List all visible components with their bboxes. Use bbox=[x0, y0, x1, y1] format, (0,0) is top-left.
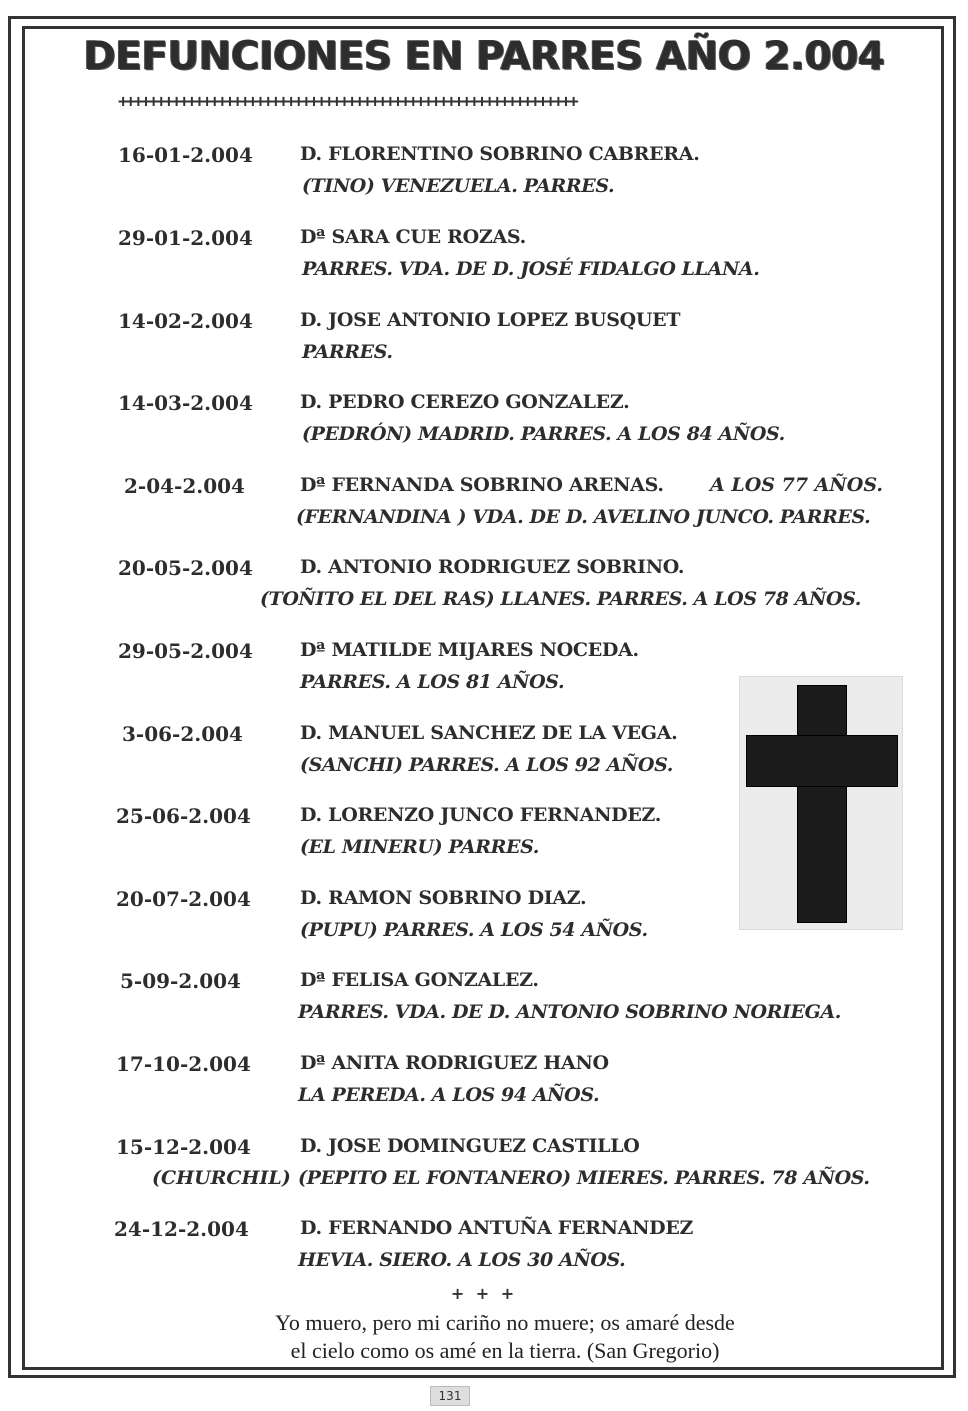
entry-date: 25-06-2.004 bbox=[116, 804, 251, 828]
cross-icon-bar bbox=[746, 735, 898, 787]
entry-name: D. RAMON SOBRINO DIAZ. bbox=[300, 887, 587, 909]
entry-detail: (SANCHI) PARRES. A LOS 92 AÑOS. bbox=[300, 754, 673, 776]
entry-detail: HEVIA. SIERO. A LOS 30 AÑOS. bbox=[298, 1249, 626, 1271]
entry-detail: (PEDRÓN) MADRID. PARRES. A LOS 84 AÑOS. bbox=[302, 423, 785, 445]
entry-date: 2-04-2.004 bbox=[124, 474, 245, 498]
entry-detail: (FERNANDINA ) VDA. DE D. AVELINO JUNCO. PARRES. bbox=[296, 506, 871, 528]
closing-mark: + + + bbox=[450, 1284, 518, 1303]
entry-date: 20-05-2.004 bbox=[118, 556, 253, 580]
entry-name: D. MANUEL SANCHEZ DE LA VEGA. bbox=[300, 722, 678, 744]
entry-date: 24-12-2.004 bbox=[114, 1217, 249, 1241]
entry-date: 16-01-2.004 bbox=[118, 143, 253, 167]
quote-line-2: el cielo como os amé en la tierra. (San Gregorio) bbox=[290, 1338, 720, 1363]
entry-name: D. ANTONIO RODRIGUEZ SOBRINO. bbox=[300, 556, 685, 578]
entry-name: Dª FERNANDA SOBRINO ARENAS. bbox=[300, 474, 664, 496]
entry-name: D. PEDRO CEREZO GONZALEZ. bbox=[300, 391, 630, 413]
entry-date: 15-12-2.004 bbox=[116, 1135, 251, 1159]
entry-name: Dª ANITA RODRIGUEZ HANO bbox=[300, 1052, 609, 1074]
entry-name: Dª MATILDE MIJARES NOCEDA. bbox=[300, 639, 639, 661]
entry-age: A LOS 77 AÑOS. bbox=[710, 474, 883, 496]
entry-name: D. LORENZO JUNCO FERNANDEZ. bbox=[300, 804, 662, 826]
page-title: DEFUNCIONES EN PARRES AÑO 2.004 bbox=[83, 34, 885, 79]
cross-icon bbox=[797, 685, 847, 923]
entry-date: 14-02-2.004 bbox=[118, 309, 253, 333]
cross-picture bbox=[739, 676, 903, 930]
entry-name: D. JOSE ANTONIO LOPEZ BUSQUET bbox=[300, 309, 681, 331]
entry-date: 3-06-2.004 bbox=[122, 722, 243, 746]
entry-detail: (TOÑITO EL DEL RAS) LLANES. PARRES. A LOS 78 AÑOS. bbox=[260, 588, 862, 610]
title-separator: ++++++++++++++++++++++++++++++++++++++++++++++++++++++++++++ bbox=[118, 92, 577, 112]
entry-detail: (PUPU) PARRES. A LOS 54 AÑOS. bbox=[300, 919, 648, 941]
entry-nickname: (CHURCHIL) bbox=[152, 1167, 291, 1189]
entry-detail: PARRES. bbox=[302, 341, 393, 363]
entry-date: 20-07-2.004 bbox=[116, 887, 251, 911]
entry-detail: PARRES. VDA. DE D. JOSÉ FIDALGO LLANA. bbox=[302, 258, 760, 280]
entry-name: Dª FELISA GONZALEZ. bbox=[300, 969, 539, 991]
entry-detail: LA PEREDA. A LOS 94 AÑOS. bbox=[298, 1084, 600, 1106]
page-number: 131 bbox=[430, 1386, 470, 1406]
quote-line-1: Yo muero, pero mi cariño no muere; os amaré desde bbox=[275, 1310, 735, 1335]
entry-date: 14-03-2.004 bbox=[118, 391, 253, 415]
entry-name: D. JOSE DOMINGUEZ CASTILLO bbox=[300, 1135, 640, 1157]
entry-date: 5-09-2.004 bbox=[120, 969, 241, 993]
entry-detail: (PEPITO EL FONTANERO) MIERES. PARRES. 78 AÑOS. bbox=[298, 1167, 870, 1189]
entry-detail: (EL MINERU) PARRES. bbox=[300, 836, 539, 858]
entry-detail: PARRES. VDA. DE D. ANTONIO SOBRINO NORIEGA. bbox=[298, 1001, 841, 1023]
entry-name: Dª SARA CUE ROZAS. bbox=[300, 226, 526, 248]
entry-date: 17-10-2.004 bbox=[116, 1052, 251, 1076]
entry-date: 29-05-2.004 bbox=[118, 639, 253, 663]
entry-detail: PARRES. A LOS 81 AÑOS. bbox=[300, 671, 565, 693]
entry-detail: (TINO) VENEZUELA. PARRES. bbox=[302, 175, 615, 197]
entry-date: 29-01-2.004 bbox=[118, 226, 253, 250]
entry-name: D. FLORENTINO SOBRINO CABRERA. bbox=[300, 143, 700, 165]
entry-name: D. FERNANDO ANTUÑA FERNANDEZ bbox=[300, 1217, 694, 1239]
